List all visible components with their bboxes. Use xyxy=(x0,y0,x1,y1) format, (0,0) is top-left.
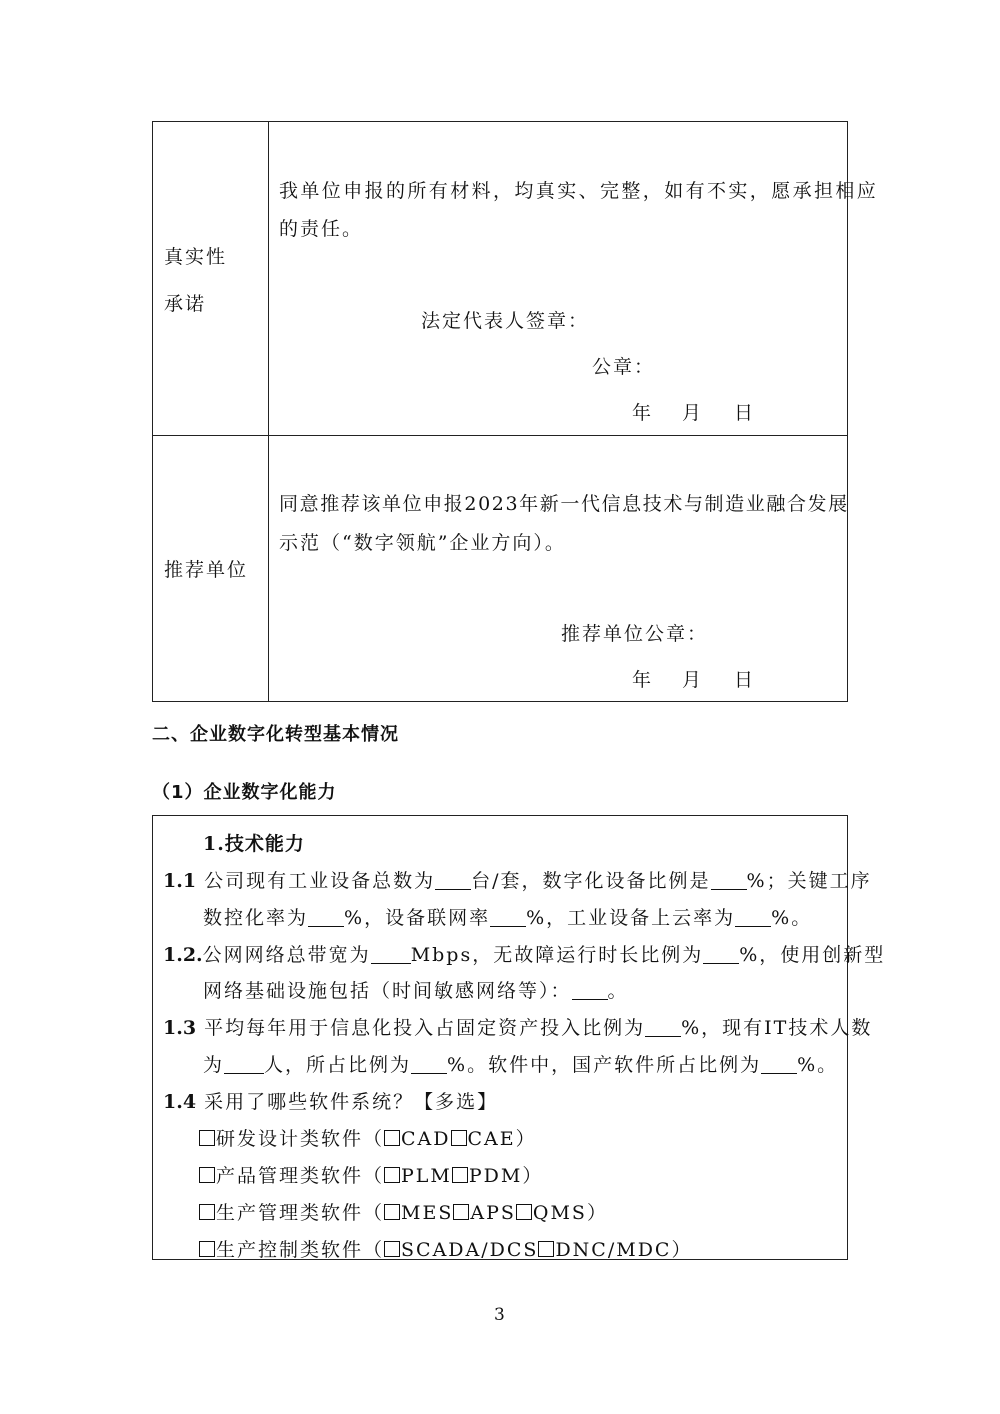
blank-field[interactable] xyxy=(703,945,739,964)
blank-field[interactable] xyxy=(435,871,471,890)
subsection-title: （1）企业数字化能力 xyxy=(152,782,337,803)
blank-field[interactable] xyxy=(371,945,411,964)
question-1-4: 1.4 采用了哪些软件系统？【多选】 xyxy=(163,1091,499,1113)
blank-field[interactable] xyxy=(645,1018,681,1037)
question-number: 1.3 xyxy=(163,1017,197,1039)
checkbox[interactable] xyxy=(452,1167,468,1183)
recommendation-statement-line2: 示范（“数字领航”企业方向）。 xyxy=(279,532,566,554)
legal-rep-sign-label: 法定代表人签章： xyxy=(421,310,590,332)
table-column-divider xyxy=(268,121,269,702)
label-commitment: 承诺 xyxy=(164,293,207,315)
checkbox[interactable] xyxy=(516,1204,532,1220)
checkbox[interactable] xyxy=(453,1204,469,1220)
blank-field[interactable] xyxy=(761,1055,797,1074)
blank-field[interactable] xyxy=(735,908,771,927)
checkbox[interactable] xyxy=(384,1204,400,1220)
date-year: 年 xyxy=(632,402,654,424)
option-production-management-software: 生产管理类软件（ MES APS QMS） xyxy=(199,1198,608,1225)
checkbox[interactable] xyxy=(384,1130,400,1146)
option-product-management-software: 产品管理类软件（ PLM PDM） xyxy=(199,1161,543,1188)
checkbox[interactable] xyxy=(384,1241,400,1257)
recommendation-statement-line1: 同意推荐该单位申报2023年新一代信息技术与制造业融合发展 xyxy=(279,493,849,515)
question-number: 1.4 xyxy=(163,1091,197,1113)
commitment-statement-line2: 的责任。 xyxy=(279,218,364,240)
checkbox[interactable] xyxy=(199,1241,215,1257)
blank-field[interactable] xyxy=(411,1055,447,1074)
checkbox[interactable] xyxy=(538,1241,554,1257)
date-day: 日 xyxy=(734,402,756,424)
blank-field[interactable] xyxy=(224,1055,264,1074)
blank-field[interactable] xyxy=(711,871,747,890)
date-year: 年 xyxy=(632,669,654,691)
question-1-2-line1: 1.2.公网网络总带宽为 Mbps，无故障运行时长比例为 %，使用创新型 xyxy=(163,944,886,966)
date-month: 月 xyxy=(682,669,704,691)
question-1-3-line1: 1.3 平均每年用于信息化投入占固定资产投入比例为 %，现有IT技术人数 xyxy=(163,1017,873,1039)
blank-field[interactable] xyxy=(572,981,608,1000)
page-number: 3 xyxy=(494,1305,505,1325)
question-number: 1.2. xyxy=(163,944,203,966)
checkbox[interactable] xyxy=(199,1204,215,1220)
question-1-1-line2: 数控化率为 %，设备联网率 %，工业设备上云率为 %。 xyxy=(203,907,813,929)
option-rd-design-software: 研发设计类软件（ CAD CAE） xyxy=(199,1124,537,1151)
table-row-divider xyxy=(152,435,848,436)
checkbox[interactable] xyxy=(199,1130,215,1146)
question-1-1-line1: 1.1 公司现有工业设备总数为 台/套，数字化设备比例是 %；关键工序 xyxy=(163,870,872,892)
section-title: 二、企业数字化转型基本情况 xyxy=(152,724,399,745)
blank-field[interactable] xyxy=(490,908,526,927)
blank-field[interactable] xyxy=(308,908,344,927)
label-recommending-unit: 推荐单位 xyxy=(164,559,249,581)
label-authenticity: 真实性 xyxy=(164,246,228,268)
form-heading: 1.技术能力 xyxy=(203,833,305,855)
question-number: 1.1 xyxy=(163,870,197,892)
commitment-statement-line1: 我单位申报的所有材料，均真实、完整，如有不实，愿承担相应 xyxy=(279,180,879,202)
option-production-control-software: 生产控制类软件（ SCADA/DCS DNC/MDC） xyxy=(199,1235,692,1262)
date-day: 日 xyxy=(734,669,756,691)
question-1-2-line2: 网络基础设施包括（时间敏感网络等）： 。 xyxy=(203,980,629,1002)
official-seal-label: 公章： xyxy=(592,356,656,378)
date-month: 月 xyxy=(682,402,704,424)
checkbox[interactable] xyxy=(384,1167,400,1183)
question-1-3-line2: 为 人，所占比例为 %。软件中，国产软件所占比例为 %。 xyxy=(203,1054,839,1076)
checkbox[interactable] xyxy=(451,1130,467,1146)
recommending-unit-seal-label: 推荐单位公章： xyxy=(561,623,709,645)
checkbox[interactable] xyxy=(199,1167,215,1183)
